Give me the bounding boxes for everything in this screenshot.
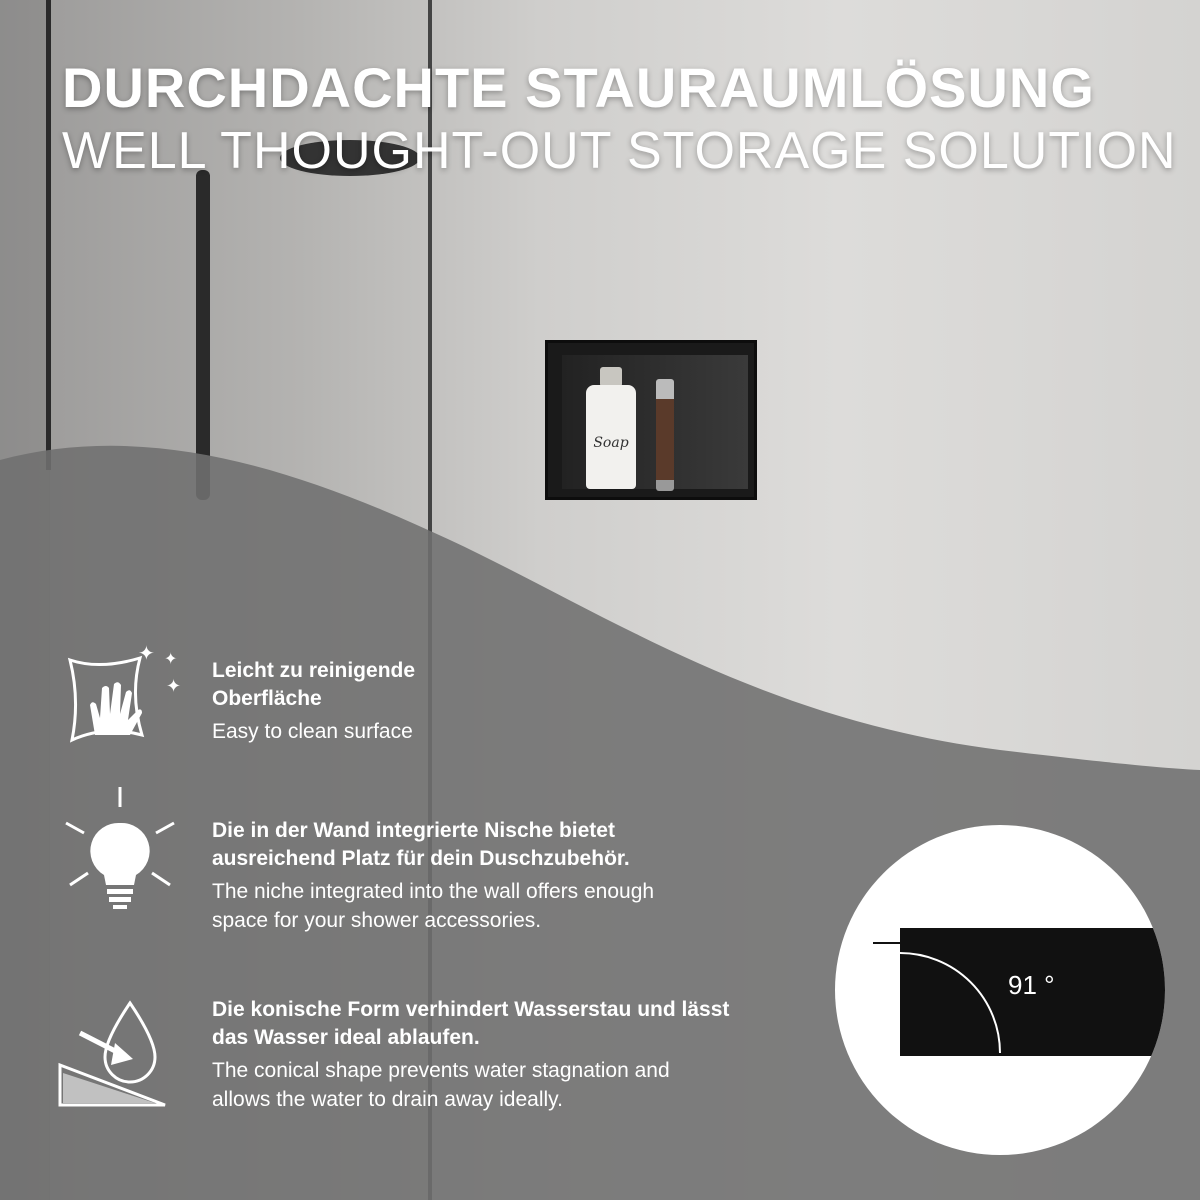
feature-desc: The conical shape prevents water stagnation and allows the water to drain away ideally.: [212, 1059, 670, 1111]
lightbulb-icon: [60, 785, 180, 915]
headline-de: DURCHDACHTE STAURAUMLÖSUNG: [62, 56, 1095, 119]
svg-text:✦: ✦: [138, 643, 155, 665]
feature-desc: Easy to clean surface: [212, 720, 413, 743]
feature-desc: The niche integrated into the wall offers enough space for your shower accessories.: [212, 880, 655, 932]
soap-label: Soap: [593, 435, 629, 451]
headline: [62, 56, 1177, 182]
svg-text:✦: ✦: [164, 651, 178, 668]
feature-clean: [212, 657, 472, 746]
feature-drain: [212, 996, 752, 1114]
water-drain-icon: [55, 995, 175, 1115]
svg-text:✦: ✦: [166, 676, 182, 696]
angle-label: 91 °: [1008, 970, 1055, 1000]
feature-title: Die konische Form verhindert Wasserstau und lässt das Wasser ideal ablaufen.: [212, 998, 730, 1049]
feature-title: Leicht zu reinigende Oberfläche: [212, 659, 416, 710]
feature-space: [212, 817, 702, 935]
feature-title: Die in der Wand integrierte Nische bietet ausreichend Platz für dein Duschzubehör.: [212, 819, 630, 870]
angle-detail-circle: [835, 825, 1165, 1155]
cleaning-hand-icon: [60, 640, 190, 750]
headline-en: WELL THOUGHT-OUT STORAGE SOLUTION: [62, 122, 1177, 180]
